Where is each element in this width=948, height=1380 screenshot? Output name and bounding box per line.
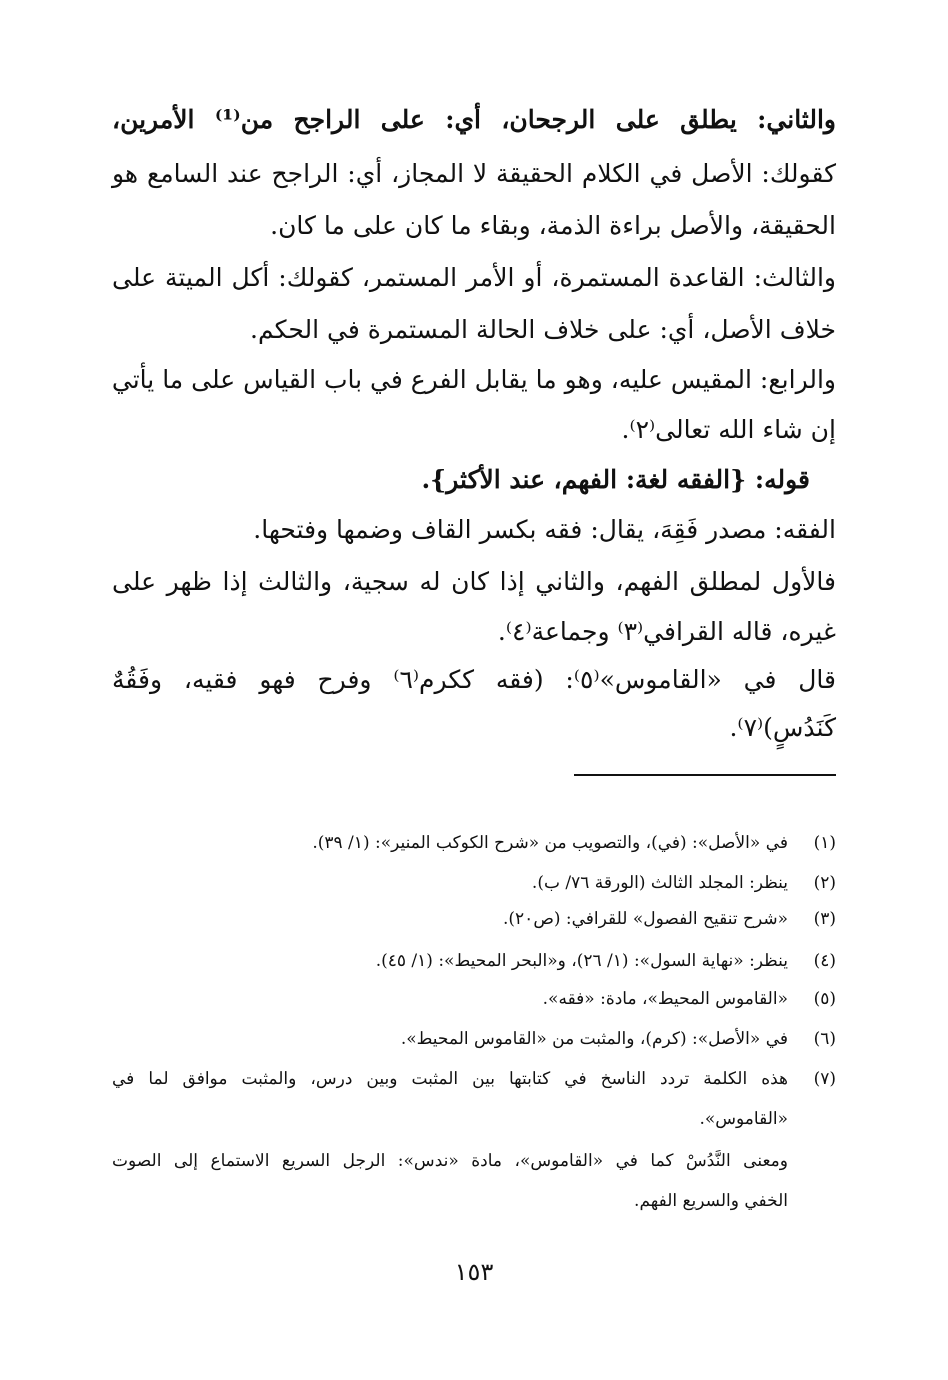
- footnote-text-2: ينظر: المجلد الثالث (الورقة ٧٦/ ب).: [531, 873, 788, 893]
- footnote-text-7: هذه الكلمة تردد الناسخ في كتابتها بين المثبت وبين درس، والمثبت موافق لما في: [112, 1069, 788, 1089]
- footnote-number-7: (٧): [813, 1069, 836, 1089]
- body-line-6: والرابع: المقيس عليه، وهو ما يقابل الفرع في باب القياس على ما يأتي: [111, 365, 836, 394]
- footnote-number-1: (١): [813, 833, 836, 853]
- body-line-13: كَنَدُسٍ)⁽٧⁾.: [729, 713, 836, 742]
- body-line-1: والثاني: يطلق على الرجحان، أي: على الراجح من⁽¹⁾ الأمرين،: [112, 105, 836, 134]
- footnote-number-2: (٢): [813, 873, 836, 893]
- footnote-continuation-1: «القاموس».: [699, 1109, 788, 1129]
- body-line-12: قال في «القاموس»⁽٥⁾: (فقه ككرم⁽٦⁾ وفرح فهو فقيه، وفَقُهٌ: [112, 665, 836, 694]
- footnote-continuation-2: ومعنى النَّدُسْ كما في «القاموس»، مادة «ندس»: الرجل السريع الاستماع إلى الصوت: [112, 1151, 788, 1171]
- body-line-7: إن شاء الله تعالى⁽٢⁾.: [621, 415, 836, 444]
- footnote-separator: [574, 774, 836, 776]
- body-line-8: قوله: {الفقه لغة: الفهم، عند الأكثر}.: [421, 465, 810, 494]
- body-line-10: فالأول لمطلق الفهم، والثاني إذا كان له سجية، والثالث إذا ظهر على: [112, 567, 836, 596]
- body-line-9: الفقه: مصدر فَقِهَ، يقال: فقه بكسر القاف وضمها وفتحها.: [253, 515, 836, 544]
- footnote-text-3: «شرح تنقيح الفصول» للقرافي: (ص٢٠).: [503, 909, 788, 929]
- footnote-number-3: (٣): [813, 909, 836, 929]
- footnote-text-1: في «الأصل»: (في)، والتصويب من «شرح الكوكب المنير»: (١/ ٣٩).: [312, 833, 788, 853]
- footnote-number-4: (٤): [813, 951, 836, 971]
- page-number: ١٥٣: [454, 1258, 494, 1286]
- body-line-4: والثالث: القاعدة المستمرة، أو الأمر المستمر، كقولك: أكل الميتة على: [112, 263, 836, 292]
- footnote-text-6: في «الأصل»: (كرم)، والمثبت من «القاموس المحيط».: [400, 1029, 788, 1049]
- body-line-5: خلاف الأصل، أي: على خلاف الحالة المستمرة في الحكم.: [250, 315, 836, 344]
- footnote-number-6: (٦): [813, 1029, 836, 1049]
- body-line-3: الحقيقة، والأصل براءة الذمة، وبقاء ما كان على ما كان.: [270, 211, 836, 240]
- body-line-11: غيره، قاله القرافي⁽٣⁾ وجماعة⁽٤⁾.: [497, 617, 836, 646]
- footnote-continuation-3: الخفي والسريع الفهم.: [634, 1191, 788, 1211]
- footnote-text-4: ينظر: «نهاية السول»: (١/ ٢٦)، و«البحر المحيط»: (١/ ٤٥).: [375, 951, 788, 971]
- body-line-2: كقولك: الأصل في الكلام الحقيقة لا المجاز، أي: الراجح عند السامع هو: [112, 159, 836, 188]
- footnote-text-5: «القاموس المحيط»، مادة: «فقه».: [542, 989, 788, 1009]
- footnote-number-5: (٥): [813, 989, 836, 1009]
